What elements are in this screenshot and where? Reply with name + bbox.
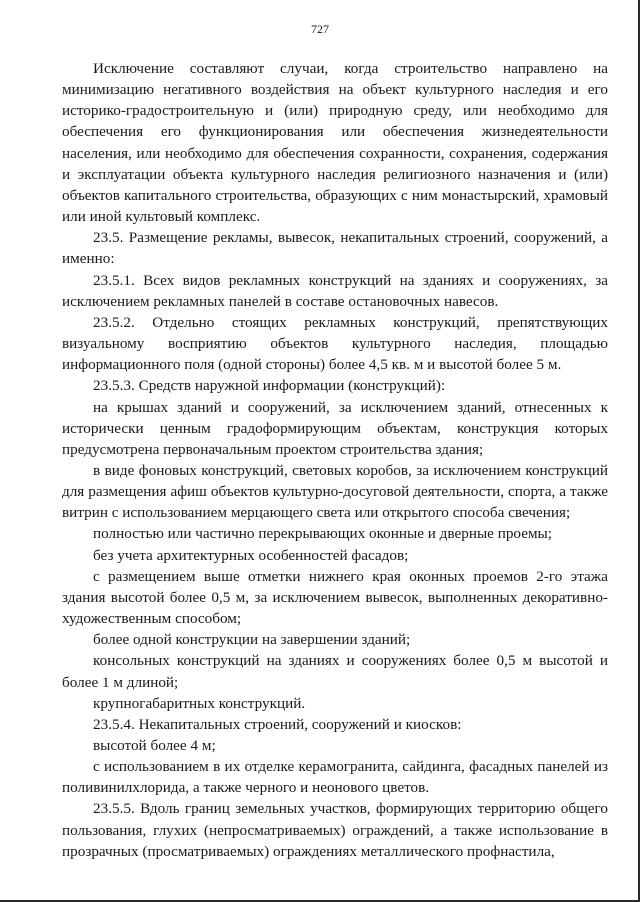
paragraph-23-5-3: 23.5.3. Средств наружной информации (конструкций):	[93, 377, 446, 395]
page-number: 727	[311, 22, 329, 36]
list-item-large-size: крупногабаритных конструкций.	[93, 694, 306, 712]
list-item-height: высотой более 4 м;	[93, 737, 216, 754]
document-body	[62, 58, 608, 862]
list-item-background-constructions: в виде фоновых конструкций, световых коробов, за исключением конструкций для размещения афиш объектов культурно-досуговой деятельности, спорта, а также витрин с использованием мерцающего света или открытого способа свечения;	[62, 461, 608, 522]
list-item-console: консольных конструкций на зданиях и сооружениях более 0,5 м высотой и более 1 м длиной;	[62, 652, 608, 691]
list-item-roofs: на крышах зданий и сооружений, за исключением зданий, отнесенных к исторически ценным градоформирующим объектам, конструкция которых предусмотрена первоначальным проектом строительства здания;	[62, 398, 608, 458]
paragraph-23-5-2: 23.5.2. Отдельно стоящих рекламных конструкций, препятствующих визуальному восприятию объектов культурного наследия, площадью информационного поля (одной стороны) более 4,5 кв. м и высотой более 5 м.	[62, 313, 608, 374]
list-item-finishing: с использованием в их отделке керамогранита, сайдинга, фасадных панелей из поливинилхлорида, а также черного и неонового цветов.	[62, 758, 608, 797]
paragraph-23-5-5: 23.5.5. Вдоль границ земельных участков, формирующих территорию общего пользования, глухих (непросматриваемых) ограждений, а также использование в прозрачных (просматриваемых) ограждениях металлического профнастила,	[62, 800, 608, 860]
list-item-more-than-one: более одной конструкции на завершении зданий;	[93, 631, 411, 649]
list-item-window-overlap: полностью или частично перекрывающих оконные и дверные проемы;	[93, 525, 552, 543]
list-item-second-floor: с размещением выше отметки нижнего края оконных проемов 2-го этажа здания высотой более 0,5 м, за исключением вывесок, выполненных декоративно-художественным способом;	[62, 567, 608, 628]
list-item-facade-features: без учета архитектурных особенностей фасадов;	[93, 546, 409, 564]
paragraph-23-5: 23.5. Размещение рекламы, вывесок, некапитальных строений, сооружений, а именно:	[62, 229, 608, 268]
paragraph-23-5-1: 23.5.1. Всех видов рекламных конструкций на зданиях и сооружениях, за исключением рекламных панелей в составе остановочных навесов.	[62, 271, 608, 310]
paragraph-23-5-4: 23.5.4. Некапитальных строений, сооружений и киосков:	[93, 715, 462, 733]
paragraph-exception: Исключение составляют случаи, когда строительство направлено на минимизацию негативного воздействия на объект культурного наследия и его историко-градостроительную и (или) природную среду, или необходимо для обеспечения его функционирования или обеспечения жизнедеятельности населения, или необходимо для обеспечения сохранности, сохранения, содержания и эксплуатации объекта культурного наследия религиозного назначения и (или) объектов капитального строительства, образующих с ним монастырский, храмовый или иной культовый комплекс.	[62, 60, 608, 226]
